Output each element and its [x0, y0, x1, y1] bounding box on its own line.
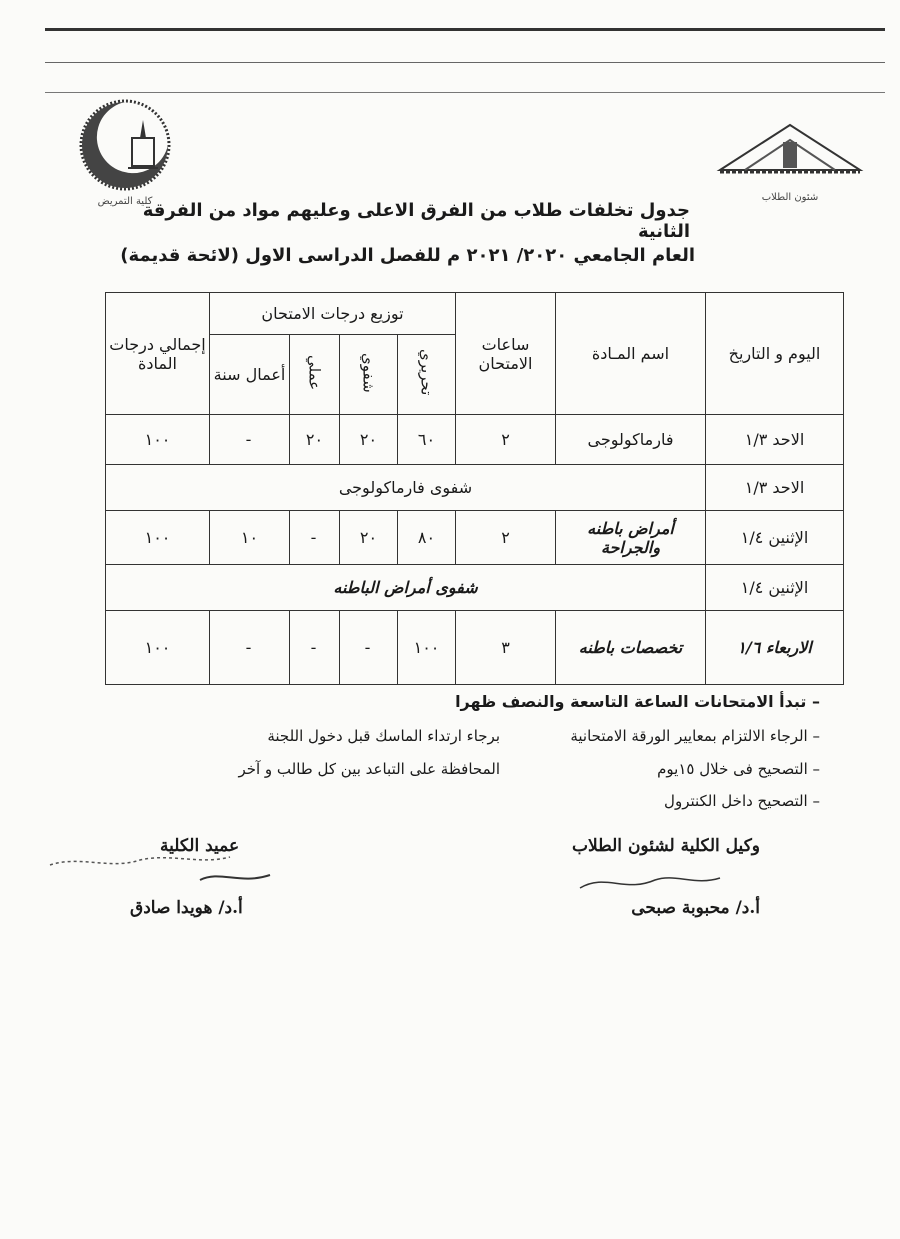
cell-day: الاحد ١/٣	[706, 465, 844, 511]
cell-merged-oral: شفوى فارماكولوجى	[106, 465, 706, 511]
university-emblem-icon	[715, 120, 865, 190]
note-correction-control: – التصحيح داخل الكنترول	[664, 792, 820, 810]
cell-written: ٨٠	[398, 511, 456, 565]
table-row	[106, 565, 844, 611]
header-written	[398, 335, 456, 415]
header-day-date: اليوم و التاريخ	[706, 293, 844, 415]
university-logo	[715, 120, 865, 210]
right-logo-caption: شئون الطلاب	[761, 192, 819, 203]
header-rule	[45, 92, 885, 93]
header-oral-label: شفوي	[359, 352, 378, 393]
cell-coursework: -	[210, 415, 290, 465]
cell-practical: -	[290, 511, 340, 565]
note-distancing: المحافظة على التباعد بين كل طالب و آخر	[238, 760, 500, 778]
dean-title: عميد الكلية	[160, 836, 240, 856]
cell-day: الإثنين ١/٤	[706, 565, 844, 611]
header-subject: اسم المـادة	[556, 293, 706, 415]
cell-practical: ٢٠	[290, 415, 340, 465]
note-mask: برجاء ارتداء الماسك قبل دخول اللجنة	[267, 727, 500, 745]
header-practical-label: عملي	[305, 354, 324, 391]
vice-dean-name: أ.د/ محبوبة صبحى	[631, 898, 760, 918]
cell-total: ١٠٠	[106, 511, 210, 565]
note-exam-paper: – الرجاء الالتزام بمعايير الورقة الامتحانية	[570, 727, 820, 745]
cell-subject: تخصصات باطنه	[556, 611, 706, 685]
dean-signature-icon	[40, 845, 290, 895]
cell-hours: ٢	[456, 415, 556, 465]
top-border-line	[45, 28, 885, 31]
header-oral	[340, 335, 398, 415]
note-correction-period: – التصحيح فى خلال ١٥يوم	[657, 760, 820, 778]
cell-oral: -	[340, 611, 398, 685]
table-row	[106, 511, 844, 565]
cell-hours: ٣	[456, 611, 556, 685]
header-written-label: تحريري	[417, 349, 436, 396]
cell-written: ٦٠	[398, 415, 456, 465]
table-row	[106, 465, 844, 511]
cell-day: الاربعاء ١/٦	[706, 611, 844, 685]
note-start-time: – تبدأ الامتحانات الساعة التاسعة والنصف ظهرا	[455, 692, 820, 711]
document-subtitle: العام الجامعي ٢٠٢٠/ ٢٠٢١ م للفصل الدراسى الاول (لائحة قديمة)	[120, 245, 695, 266]
table-row	[106, 415, 844, 465]
header-coursework: أعمال سنة	[210, 335, 290, 415]
cell-hours: ٢	[456, 511, 556, 565]
cell-subject: أمراض باطنه والجراحة	[556, 511, 706, 565]
cell-coursework: ١٠	[210, 511, 290, 565]
cell-total: ١٠٠	[106, 415, 210, 465]
document-title: جدول تخلفات طلاب من الفرق الاعلى وعليهم مواد من الفرقة الثانية	[142, 200, 690, 242]
left-logo-caption: كلية التمريض	[97, 196, 153, 207]
crescent-emblem-icon	[70, 98, 180, 193]
cell-day: الإثنين ١/٤	[706, 511, 844, 565]
table-row	[106, 611, 844, 685]
vice-dean-signature-icon	[575, 868, 725, 898]
header-distribution: توزيع درجات الامتحان	[210, 293, 456, 335]
cell-day: الاحد ١/٣	[706, 415, 844, 465]
header-hours: ساعات الامتحان	[456, 293, 556, 415]
cell-oral: ٢٠	[340, 511, 398, 565]
cell-written: ١٠٠	[398, 611, 456, 685]
cell-oral: ٢٠	[340, 415, 398, 465]
header-total: إجمالي درجات المادة	[106, 293, 210, 415]
cell-total: ١٠٠	[106, 611, 210, 685]
cell-merged-oral: شفوى أمراض الباطنه	[106, 565, 706, 611]
cell-coursework: -	[210, 611, 290, 685]
vice-dean-title: وكيل الكلية لشئون الطلاب	[572, 836, 760, 856]
dean-name: أ.د/ هويدا صادق	[130, 898, 243, 918]
exam-schedule-table	[105, 292, 844, 685]
cell-subject: فارماكولوجى	[556, 415, 706, 465]
header-practical	[290, 335, 340, 415]
header-rule	[45, 62, 885, 63]
cell-practical: -	[290, 611, 340, 685]
